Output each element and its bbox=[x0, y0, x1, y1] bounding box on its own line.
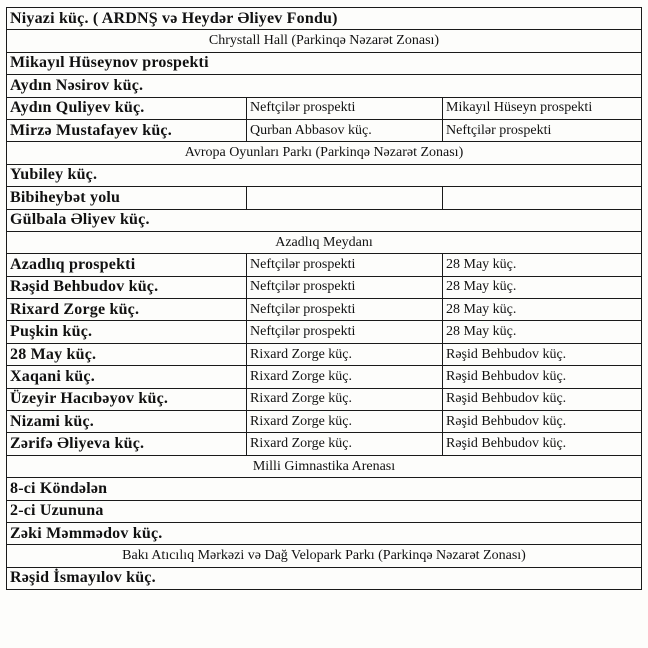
street-row bbox=[7, 187, 642, 209]
street-name: Mikayıl Hüseynov prospekti bbox=[7, 52, 642, 74]
street-name: Gülbala Əliyev küç. bbox=[7, 209, 642, 231]
segment-to: Neftçilər prospekti bbox=[443, 119, 642, 141]
segment-to: Rəşid Behbudov küç. bbox=[443, 343, 642, 365]
section-header-row bbox=[7, 455, 642, 477]
segment-to: 28 May küç. bbox=[443, 254, 642, 276]
street-row bbox=[7, 254, 642, 276]
segment-from: Neftçilər prospekti bbox=[247, 299, 443, 321]
segment-to: Rəşid Behbudov küç. bbox=[443, 388, 642, 410]
segment-to: Rəşid Behbudov küç. bbox=[443, 433, 642, 455]
street-row bbox=[7, 299, 642, 321]
street-name: Rəşid Behbudov küç. bbox=[7, 276, 247, 298]
segment-from: Rixard Zorge küç. bbox=[247, 343, 443, 365]
segment-from: Rixard Zorge küç. bbox=[247, 388, 443, 410]
street-name: Niyazi küç. ( ARDNŞ və Heydər Əliyev Fondu) bbox=[7, 8, 642, 30]
streets-table bbox=[6, 7, 642, 590]
street-row bbox=[7, 343, 642, 365]
street-name: Xaqani küç. bbox=[7, 366, 247, 388]
street-row bbox=[7, 209, 642, 231]
street-name: 28 May küç. bbox=[7, 343, 247, 365]
street-row bbox=[7, 52, 642, 74]
street-name: 2-ci Uzununa bbox=[7, 500, 642, 522]
segment-to: 28 May küç. bbox=[443, 276, 642, 298]
section-title: Avropa Oyunları Parkı (Parkinqə Nəzarət Zonası) bbox=[7, 142, 642, 164]
street-name: Üzeyir Hacıbəyov küç. bbox=[7, 388, 247, 410]
segment-to: Mikayıl Hüseyn prospekti bbox=[443, 97, 642, 119]
street-name: Rəşid İsmayılov küç. bbox=[7, 567, 642, 589]
section-title: Bakı Atıcılıq Mərkəzi və Dağ Velopark Parkı (Parkinqə Nəzarət Zonası) bbox=[7, 545, 642, 567]
street-row bbox=[7, 321, 642, 343]
segment-from: Qurban Abbasov küç. bbox=[247, 119, 443, 141]
street-name: Azadlıq prospekti bbox=[7, 254, 247, 276]
segment-to: Rəşid Behbudov küç. bbox=[443, 411, 642, 433]
street-name: Aydın Quliyev küç. bbox=[7, 97, 247, 119]
street-row bbox=[7, 164, 642, 186]
section-header-row bbox=[7, 545, 642, 567]
street-row bbox=[7, 75, 642, 97]
street-row bbox=[7, 433, 642, 455]
street-name: Bibiheybət yolu bbox=[7, 187, 247, 209]
section-title: Azadlıq Meydanı bbox=[7, 231, 642, 253]
street-name: Mirzə Mustafayev küç. bbox=[7, 119, 247, 141]
street-row bbox=[7, 388, 642, 410]
street-row bbox=[7, 119, 642, 141]
street-name: Rixard Zorge küç. bbox=[7, 299, 247, 321]
segment-to: 28 May küç. bbox=[443, 299, 642, 321]
section-title: Chrystall Hall (Parkinqə Nəzarət Zonası) bbox=[7, 30, 642, 52]
section-header-row bbox=[7, 231, 642, 253]
street-row bbox=[7, 500, 642, 522]
street-row bbox=[7, 478, 642, 500]
street-row bbox=[7, 97, 642, 119]
segment-from: Neftçilər prospekti bbox=[247, 254, 443, 276]
street-name: Zəki Məmmədov küç. bbox=[7, 522, 642, 544]
segment-from: Neftçilər prospekti bbox=[247, 321, 443, 343]
street-row bbox=[7, 522, 642, 544]
section-title: Milli Gimnastika Arenası bbox=[7, 455, 642, 477]
segment-from: Neftçilər prospekti bbox=[247, 97, 443, 119]
street-name: Nizami küç. bbox=[7, 411, 247, 433]
segment-to: Rəşid Behbudov küç. bbox=[443, 366, 642, 388]
section-header-row bbox=[7, 30, 642, 52]
segment-from bbox=[247, 187, 443, 209]
segment-from: Rixard Zorge küç. bbox=[247, 366, 443, 388]
segment-from: Neftçilər prospekti bbox=[247, 276, 443, 298]
segment-to bbox=[443, 187, 642, 209]
segment-to: 28 May küç. bbox=[443, 321, 642, 343]
street-name: Puşkin küç. bbox=[7, 321, 247, 343]
segment-from: Rixard Zorge küç. bbox=[247, 433, 443, 455]
street-row bbox=[7, 411, 642, 433]
street-row bbox=[7, 567, 642, 589]
street-name: Yubiley küç. bbox=[7, 164, 642, 186]
street-name: 8-ci Köndələn bbox=[7, 478, 642, 500]
street-row bbox=[7, 276, 642, 298]
section-header-row bbox=[7, 142, 642, 164]
street-row bbox=[7, 8, 642, 30]
street-row bbox=[7, 366, 642, 388]
street-name: Zərifə Əliyeva küç. bbox=[7, 433, 247, 455]
segment-from: Rixard Zorge küç. bbox=[247, 411, 443, 433]
street-name: Aydın Nəsirov küç. bbox=[7, 75, 642, 97]
streets-table-body bbox=[7, 8, 642, 590]
